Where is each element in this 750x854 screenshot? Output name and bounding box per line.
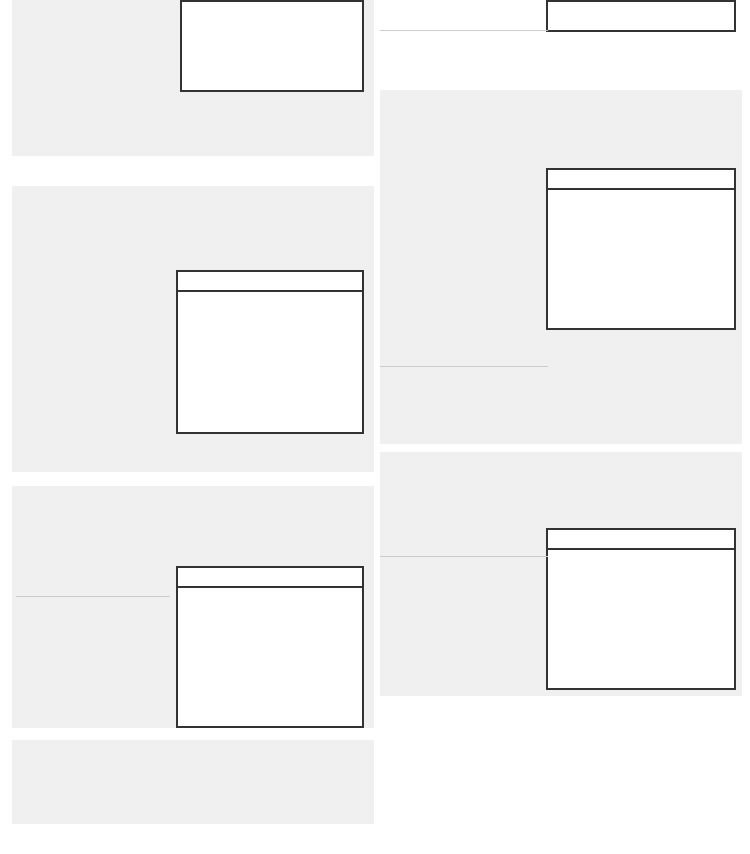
divider <box>380 556 548 557</box>
product-panel <box>12 740 374 824</box>
nutrition-table <box>176 270 364 434</box>
divider <box>380 366 548 367</box>
nutrition-table <box>546 168 736 330</box>
nutrition-table <box>546 0 736 32</box>
nutrition-table <box>180 0 364 92</box>
divider <box>16 596 170 597</box>
nutrition-table <box>176 566 364 728</box>
divider <box>380 30 548 31</box>
nutrition-table <box>546 528 736 690</box>
